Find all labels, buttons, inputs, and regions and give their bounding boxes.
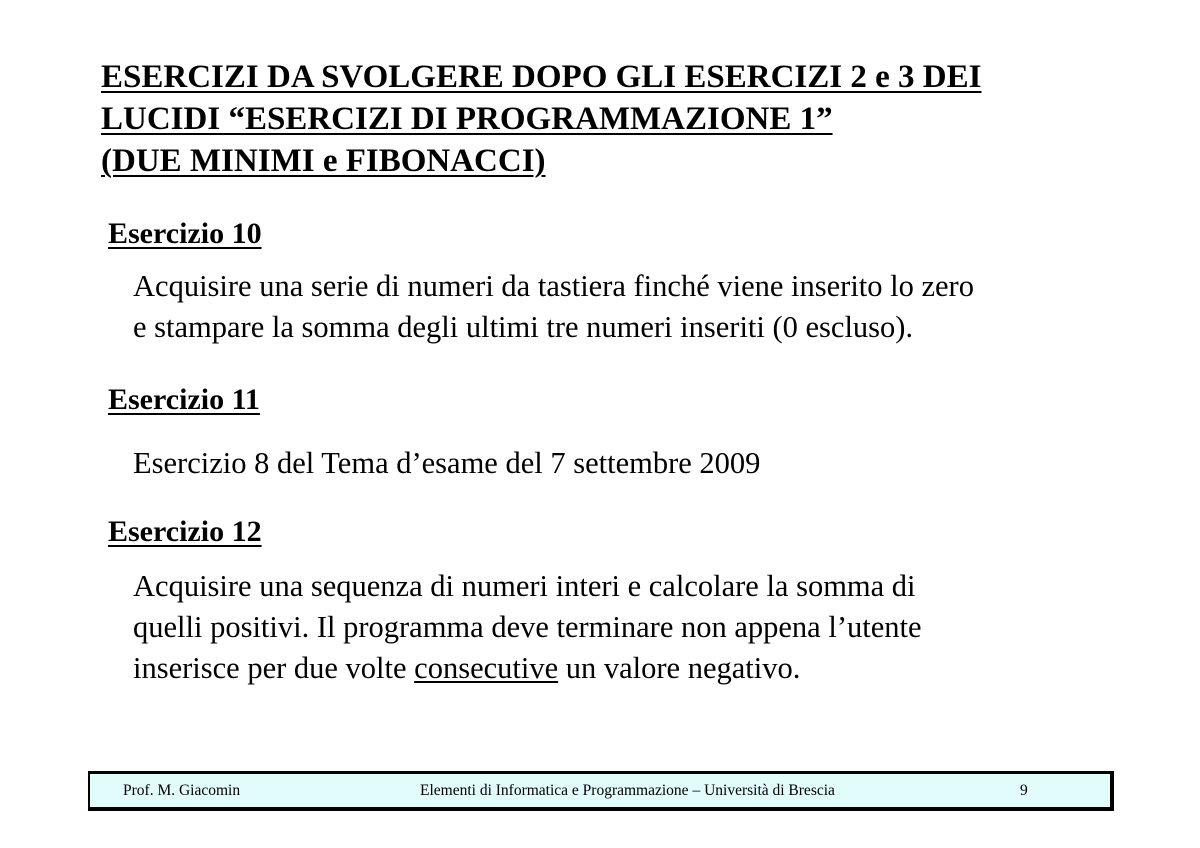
- exercise-12-line-3: [133, 648, 1133, 689]
- exercise-10-line-1: Acquisire una serie di numeri da tastiera finché viene inserito lo zero: [133, 269, 974, 303]
- footer-bar: [88, 771, 1114, 811]
- exercise-12-heading: Esercizio 12: [108, 515, 262, 548]
- footer-page-number: 9: [1020, 782, 1028, 799]
- title-line-3: (DUE MINIMI e FIBONACCI): [101, 143, 546, 179]
- exercise-12-emphasis: consecutive: [414, 651, 559, 685]
- exercise-11-text: [133, 443, 1133, 484]
- exercise-11-heading: Esercizio 11: [108, 383, 260, 416]
- exercise-12-line-1: Acquisire una sequenza di numeri interi e calcolare la somma di: [133, 569, 916, 603]
- exercise-12-line-3-after: un valore negativo.: [558, 651, 801, 685]
- exercise-10-text: [133, 266, 1133, 348]
- exercise-10-heading: Esercizio 10: [108, 217, 262, 250]
- exercise-12-text: [133, 566, 1133, 689]
- exercise-11-line-1: Esercizio 8 del Tema d’esame del 7 settembre 2009: [133, 446, 761, 480]
- title-line-2: LUCIDI “ESERCIZI DI PROGRAMMAZIONE 1”: [101, 101, 833, 137]
- footer-course: Elementi di Informatica e Programmazione – Università di Brescia: [420, 782, 835, 799]
- exercise-12-line-2: quelli positivi. Il programma deve terminare non appena l’utente: [133, 610, 922, 644]
- title-line-1: ESERCIZI DA SVOLGERE DOPO GLI ESERCIZI 2 e 3 DEI: [101, 59, 982, 95]
- exercise-10-line-2: e stampare la somma degli ultimi tre numeri inseriti (0 escluso).: [133, 310, 914, 344]
- exercise-12-line-3-before: inserisce per due volte: [133, 651, 415, 685]
- slide-title: [101, 56, 1101, 182]
- footer-author: Prof. M. Giacomin: [123, 782, 241, 799]
